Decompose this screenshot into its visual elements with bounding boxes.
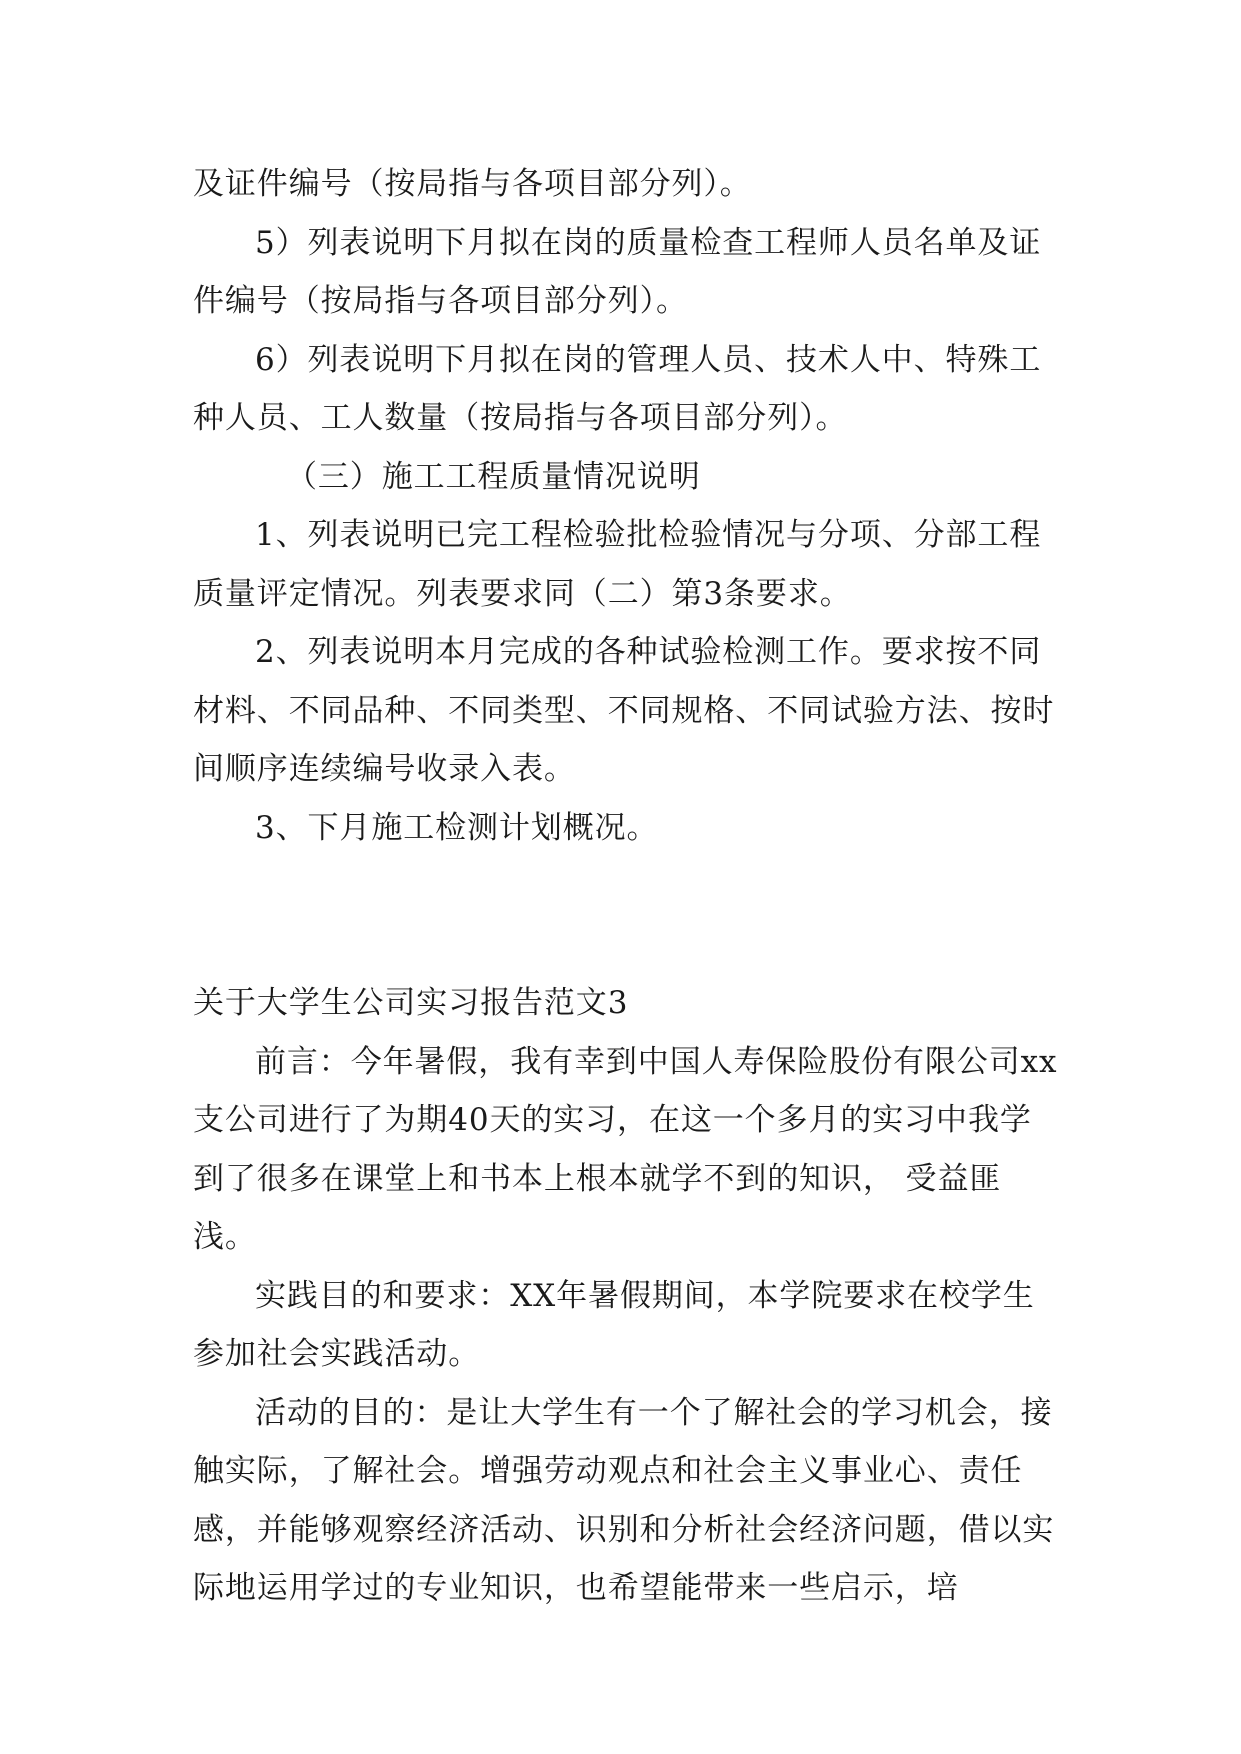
paragraph-purpose-requirements: 实践目的和要求：XX年暑假期间，本学院要求在校学生参加社会实践活动。 (193, 1277, 1035, 1372)
paragraph-item-3: 3、下月施工检测计划概况。 (255, 809, 659, 846)
paragraph-preface: 前言：今年暑假，我有幸到中国人寿保险股份有限公司xx支公司进行了为期40天的实习，在这一个多月的实习中我学到了很多在课堂上和书本上根本就学不到的知识， 受益匪浅。 (193, 1043, 1058, 1255)
paragraph-continuation: 及证件编号（按局指与各项目部分列）。 (193, 166, 752, 202)
section-spacer (193, 857, 1063, 974)
paragraph-item-5: 5）列表说明下月拟在岗的质量检查工程师人员名单及证件编号（按局指与各项目部分列）。 (193, 224, 1042, 319)
section-title: 关于大学生公司实习报告范文3 (193, 985, 629, 1021)
paragraph-activity-purpose: 活动的目的：是让大学生有一个了解社会的学习机会，接触实际，了解社会。增强劳动观点和社会主义事业心、责任感，并能够观察经济活动、识别和分析社会经济问题，借以实际地运用学过的专业知识，也希望能带来一些启示，培 (193, 1394, 1055, 1606)
paragraph-item-6: 6）列表说明下月拟在岗的管理人员、技术人中、特殊工种人员、工人数量（按局指与各项目部分列）。 (193, 341, 1042, 436)
paragraph-item-2: 2、列表说明本月完成的各种试验检测工作。要求按不同材料、不同品种、不同类型、不同规格、不同试验方法、按时间顺序连续编号收录入表。 (193, 634, 1055, 787)
document-body (193, 155, 1063, 1618)
paragraph-item-1: 1、列表说明已完工程检验批检验情况与分项、分部工程质量评定情况。列表要求同（二）第3条要求。 (193, 517, 1042, 612)
subsection-heading: （三）施工工程质量情况说明 (286, 458, 701, 495)
